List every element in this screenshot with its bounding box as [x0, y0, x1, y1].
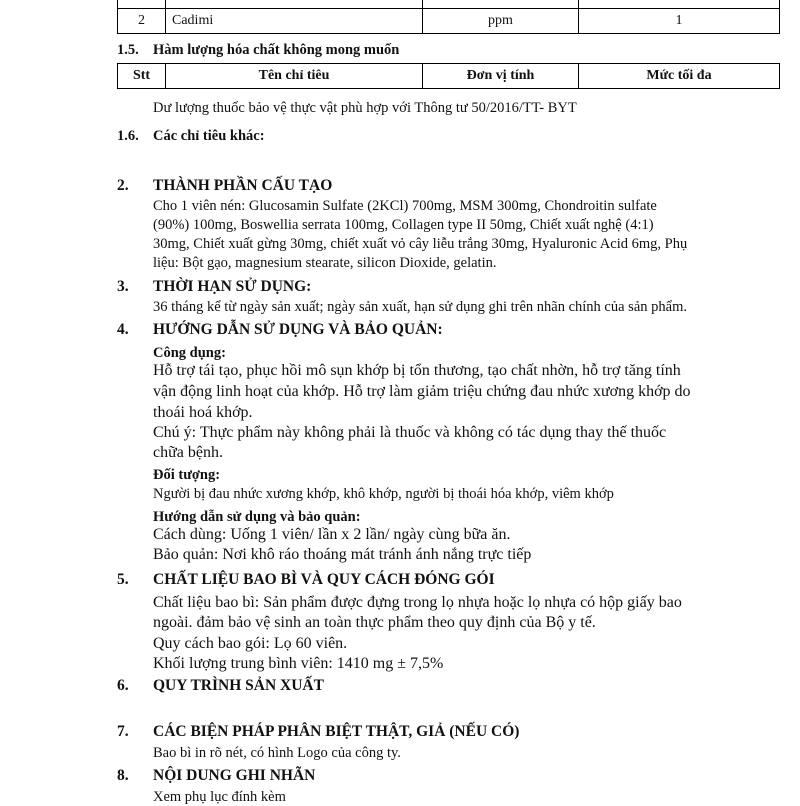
composition-line: (90%) 100mg, Boswellia serrata 100mg, Collagen type II 50mg, Chiết xuất nghệ (4:1)	[153, 217, 654, 233]
table-header-row	[118, 64, 780, 89]
shelf-life-text: 36 tháng kể từ ngày sản xuất; ngày sản xuất, hạn sử dụng ghi trên nhãn chính của sản phẩm.	[153, 299, 687, 315]
instructions-line: Cách dùng: Uống 1 viên/ lần x 2 lần/ ngày cùng bữa ăn.	[153, 526, 511, 543]
header-name: Tên chỉ tiêu	[166, 64, 423, 89]
section-title: HƯỚNG DẪN SỬ DỤNG VÀ BẢO QUẢN:	[153, 321, 443, 338]
uses-line: thoái hoá khớp.	[153, 404, 253, 421]
section-title: QUY TRÌNH SẢN XUẤT	[153, 677, 324, 694]
section-number: 8.	[117, 767, 129, 784]
composition-line: Cho 1 viên nén: Glucosamin Sulfate (2KCl) 700mg, MSM 300mg, Chondroitin sulfate	[153, 198, 657, 214]
section-title: Các chỉ tiêu khác:	[153, 128, 265, 144]
section-number: 7.	[117, 723, 129, 740]
table-cell-stt: 2	[118, 9, 166, 34]
section-title: THÀNH PHẦN CẤU TẠO	[153, 177, 333, 194]
uses-line: Hỗ trợ tái tạo, phục hồi mô sụn khớp bị tổn thương, tạo chất nhờn, hỗ trợ tăng tính	[153, 362, 681, 379]
section-title: NỘI DUNG GHI NHÃN	[153, 767, 316, 784]
packaging-line: ngoài. đảm bảo vệ sinh an toàn thực phẩm theo quy định của Bộ y tế.	[153, 614, 596, 631]
table-row	[118, 9, 780, 34]
packaging-line: Quy cách bao gói: Lọ 60 viên.	[153, 635, 348, 652]
section-title: CÁC BIỆN PHÁP PHÂN BIỆT THẬT, GIẢ (NẾU CÓ)	[153, 723, 520, 740]
table-cell-max: 1	[579, 9, 780, 34]
header-stt: Stt	[118, 64, 166, 89]
table-row	[118, 0, 780, 9]
section-number: 3.	[117, 278, 129, 295]
section-title: THỜI HẠN SỬ DỤNG:	[153, 278, 312, 295]
subheading-uses: Công dụng:	[153, 345, 226, 361]
instructions-line: Bảo quản: Nơi khô ráo thoáng mát tránh ánh nắng trực tiếp	[153, 546, 532, 563]
header-max: Mức tối đa	[579, 64, 780, 89]
section-number: 4.	[117, 321, 129, 338]
subheading-target: Đối tượng:	[153, 467, 221, 483]
uses-line: chữa bệnh.	[153, 444, 223, 461]
section-number: 6.	[117, 677, 129, 694]
table-cell-unit: ppm	[423, 9, 579, 34]
section-title: Hàm lượng hóa chất không mong muốn	[153, 42, 400, 58]
header-unit: Đơn vị tính	[423, 64, 579, 89]
packaging-line: Chất liệu bao bì: Sản phẩm được đựng trong lọ nhựa hoặc lọ nhựa có hộp giấy bao	[153, 594, 682, 611]
subheading-instructions: Hướng dẫn sử dụng và bảo quản:	[153, 509, 361, 525]
section-number: 1.5.	[117, 42, 139, 58]
section-number: 5.	[117, 571, 129, 588]
label-content-text: Xem phụ lục đính kèm	[153, 789, 286, 805]
section-number: 1.6.	[117, 128, 139, 144]
residue-table-top	[117, 0, 780, 34]
composition-line: liệu: Bột gạo, magnesium stearate, silicon Dioxide, gelatin.	[153, 255, 497, 271]
target-text: Người bị đau nhức xương khớp, khô khớp, người bị thoái hóa khớp, viêm khớp	[153, 486, 614, 502]
packaging-line: Khối lượng trung bình viên: 1410 mg ± 7,5%	[153, 655, 444, 672]
uses-line: vận động linh hoạt của khớp. Hỗ trợ làm giảm triệu chứng đau nhức xương khớp do	[153, 383, 691, 400]
uses-line: Chú ý: Thực phẩm này không phải là thuốc và không có tác dụng thay thế thuốc	[153, 424, 667, 441]
table-cell-name: Cadimi	[166, 9, 423, 34]
unwanted-chemicals-table	[117, 63, 780, 89]
authenticity-text: Bao bì in rõ nét, có hình Logo của công ty.	[153, 745, 401, 761]
section-title: CHẤT LIỆU BAO BÌ VÀ QUY CÁCH ĐÓNG GÓI	[153, 571, 495, 588]
composition-line: 30mg, Chiết xuất gừng 30mg, chiết xuất vỏ cây liễu trắng 30mg, Hyaluronic Acid 6mg, Phụ	[153, 236, 688, 252]
section-number: 2.	[117, 177, 129, 194]
pesticide-note: Dư lượng thuốc bảo vệ thực vật phù hợp với Thông tư 50/2016/TT- BYT	[153, 100, 577, 116]
